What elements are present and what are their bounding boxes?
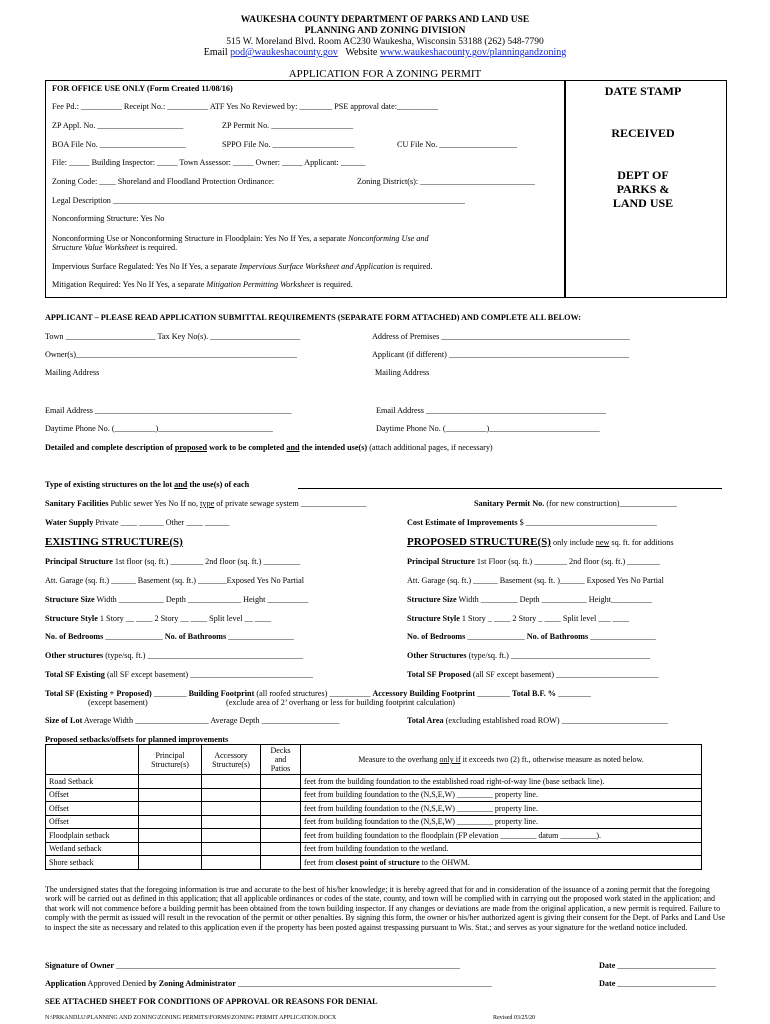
boa-file-no[interactable]: BOA File No. _____________________ bbox=[52, 140, 186, 149]
dept-line-3: LAND USE bbox=[612, 196, 674, 210]
owner-mailing-address[interactable]: Mailing Address bbox=[45, 368, 100, 377]
except-basement-note: (except basement) bbox=[88, 698, 148, 707]
legal-description[interactable]: Legal Description ______________________________________________________________________________________ bbox=[52, 196, 465, 205]
existing-garage[interactable]: Att. Garage (sq. ft.) ______ Basement (sq. ft.) _______Exposed Yes No Partial bbox=[45, 576, 305, 585]
work-description-label: Detailed and complete description of proposed work to be completed and the intended use(s) (attach additional pages, if necessary) bbox=[45, 443, 493, 452]
dept-line-1: DEPT OF bbox=[617, 168, 669, 182]
website-link[interactable]: www.waukeshacounty.gov/planningandzoning bbox=[379, 47, 567, 58]
agency-address: 515 W. Moreland Blvd. Room AC230 Waukesha, Wisconsin 53188 (262) 548-7790 bbox=[226, 37, 544, 47]
form-title: APPLICATION FOR A ZONING PERMIT bbox=[288, 68, 482, 80]
zp-permit-no[interactable]: ZP Permit No. ____________________ bbox=[222, 121, 354, 130]
setback-header-blank bbox=[46, 745, 139, 775]
office-fee-line: Fee Pd.: __________ Receipt No.: __________ ATF Yes No Reviewed by: ________ PSE approval date:__________ bbox=[52, 102, 438, 111]
agency-name: WAUKESHA COUNTY DEPARTMENT OF PARKS AND LAND USE bbox=[240, 15, 530, 25]
lot-size[interactable]: Size of Lot Average Width __________________ Average Depth ___________________ bbox=[45, 716, 340, 725]
existing-structures-label: Type of existing structures on the lot and the use(s) of each bbox=[45, 480, 250, 489]
address-of-premises[interactable]: Address of Premises ______________________________________________ bbox=[372, 332, 630, 341]
setback-row: Floodplain setback feet from building foundation to the floodplain (FP elevation _________ datum _________). bbox=[46, 829, 702, 843]
water-supply: Water Supply Private ____ ______ Other ____ ______ bbox=[45, 518, 230, 527]
col-principal: Principal Structure(s) bbox=[139, 745, 202, 775]
col-accessory: Accessory Structure(s) bbox=[202, 745, 261, 775]
existing-style[interactable]: Structure Style 1 Story __ ____ 2 Story __ ____ Split level __ ____ bbox=[45, 614, 272, 623]
town-tax-key[interactable]: Town ______________________ Tax Key No(s). ______________________ bbox=[45, 332, 301, 341]
proposed-size[interactable]: Structure Size Width _________ Depth ___________ Height__________ bbox=[407, 595, 652, 604]
proposed-garage[interactable]: Att. Garage (sq. ft.) ______ Basement (sq. ft. )______ Exposed Yes No Partial bbox=[407, 576, 664, 585]
applicant-email[interactable]: Email Address ____________________________________________ bbox=[376, 406, 607, 415]
file-path: N:\PRKANDLU\PLANNING AND ZONING\ZONING PERMITS\FORMS\ZONING PERMIT APPLICATION.DOCX bbox=[45, 1015, 337, 1021]
contact-line bbox=[0, 47, 770, 58]
proposed-principal[interactable]: Principal Structure 1st Floor (sq. ft.) ________ 2nd floor (sq. ft.) ________ bbox=[407, 557, 660, 566]
division-name: PLANNING AND ZONING DIVISION bbox=[304, 26, 466, 36]
zoning-district[interactable]: Zoning District(s): ____________________________ bbox=[357, 177, 535, 186]
proposed-bed-bath[interactable]: No. of Bedrooms ______________ No. of Bathrooms ________________ bbox=[407, 632, 656, 641]
sanitary-facilities: Sanitary Facilities Public sewer Yes No If no, type of private sewage system ________________ bbox=[45, 499, 367, 508]
conditions-note: SEE ATTACHED SHEET FOR CONDITIONS OF APPROVAL OR REASONS FOR DENIAL bbox=[45, 997, 378, 1006]
dept-line-2: PARKS & bbox=[616, 182, 670, 196]
proposed-structure-heading: PROPOSED STRUCTURE(S) only include new sq. ft. for additions bbox=[407, 536, 674, 548]
measure-note: Measure to the overhang only if it exceeds two (2) ft., otherwise measure as noted below. bbox=[301, 745, 702, 775]
approval-line[interactable]: Application Approved Denied by Zoning Administrator ______________________________________________________________ bbox=[45, 979, 492, 988]
col-decks: Decks and Patios bbox=[261, 745, 301, 775]
zp-appl-no[interactable]: ZP Appl. No. _____________________ bbox=[52, 121, 184, 130]
revised-date: Revised 03/25/20 bbox=[493, 1015, 536, 1021]
applicant-field[interactable]: Applicant (if different) ____________________________________________ bbox=[372, 350, 630, 359]
website-label: Website bbox=[345, 47, 378, 58]
setback-row: Offset feet from building foundation to the (N,S,E,W) _________ property line. bbox=[46, 788, 702, 802]
certification-statement: The undersigned states that the foregoing information is true and accurate to the best of his/her knowledge; it is hereby agreed that for and in consideration of the issuance of a zoning permit that the foregoing work will be carried out as defined in this application; that all applicable ordinances or codes of the state, county, and town will be complied with in carrying out the proposed work stated in the application; and that work will not commence before a building permit has been obtained from the town building inspector. If any changes or deviations are made from the original application, a new permit is required. Failure to comply with the permit as issued will result in the revocation of the permit or other penalties. By signing this form, the owner or his/her authorized agent is giving their consent for the Dept. of Parks and Land Use to inspect the site as necessary and related to this application even if the property has been posted against trespassing pursuant to Wis. Stat.; and serves as your signature for the wetland notice included. bbox=[45, 885, 726, 932]
proposed-total-sf[interactable]: Total SF Proposed (all SF except basement) _________________________ bbox=[407, 670, 659, 679]
email-link[interactable]: pod@waukeshacounty.gov bbox=[230, 47, 338, 58]
setback-row-shore: Shore setback feet from closest point of structure to the OHWM. bbox=[46, 856, 702, 870]
impervious-surface: Impervious Surface Regulated: Yes No If Yes, a separate Impervious Surface Worksheet and Application is required. bbox=[52, 262, 433, 271]
setback-row: Offset feet from building foundation to the (N,S,E,W) _________ property line. bbox=[46, 802, 702, 816]
zoning-code-line: Zoning Code: ____ Shoreland and Floodland Protection Ordinance: bbox=[52, 177, 275, 186]
existing-other[interactable]: Other structures (type/sq. ft.) ______________________________________ bbox=[45, 651, 304, 660]
owner-signature-date[interactable]: Date ________________________ bbox=[599, 961, 716, 970]
existing-structures-line[interactable] bbox=[298, 488, 722, 489]
office-use-heading: FOR OFFICE USE ONLY (Form Created 11/08/16) bbox=[52, 84, 233, 93]
setbacks-table bbox=[45, 744, 702, 870]
received-stamp: RECEIVED bbox=[611, 126, 675, 140]
sanitary-permit-no[interactable]: Sanitary Permit No. (for new construction)______________ bbox=[474, 499, 677, 508]
setback-row: Offset feet from building foundation to the (N,S,E,W) _________ property line. bbox=[46, 815, 702, 829]
nonconforming-use-cont: Structure Value Worksheet is required. bbox=[52, 243, 178, 252]
date-stamp-title: DATE STAMP bbox=[604, 84, 682, 98]
existing-size[interactable]: Structure Size Width ___________ Depth _____________ Height __________ bbox=[45, 595, 309, 604]
cu-file-no[interactable]: CU File No. ___________________ bbox=[397, 140, 518, 149]
owner-signature[interactable]: Signature of Owner ____________________________________________________________________________________ bbox=[45, 961, 460, 970]
setback-row: Road Setback feet from the building foundation to the established road right-of-way line (base setback line). bbox=[46, 775, 702, 789]
proposed-style[interactable]: Structure Style 1 Story _ ____ 2 Story _ ____ Split level ___ ____ bbox=[407, 614, 630, 623]
owners-field[interactable]: Owner(s)______________________________________________________ bbox=[45, 350, 297, 359]
owner-email[interactable]: Email Address ________________________________________________ bbox=[45, 406, 292, 415]
mitigation-required: Mitigation Required: Yes No If Yes, a separate Mitigation Permitting Worksheet is required. bbox=[52, 280, 353, 289]
existing-total-sf[interactable]: Total SF Existing (all SF except basement) ______________________________ bbox=[45, 670, 313, 679]
setbacks-heading: Proposed setbacks/offsets for planned improvements bbox=[45, 735, 229, 744]
existing-principal[interactable]: Principal Structure 1st floor (sq. ft.) ________ 2nd floor (sq. ft.) _________ bbox=[45, 557, 301, 566]
existing-bed-bath[interactable]: No. of Bedrooms ______________ No. of Bathrooms ________________ bbox=[45, 632, 294, 641]
applicant-heading: APPLICANT – PLEASE READ APPLICATION SUBMITTAL REQUIREMENTS (SEPARATE FORM ATTACHED) AND COMPLETE ALL BELOW: bbox=[45, 313, 581, 322]
owner-phone[interactable]: Daytime Phone No. (__________)____________________________ bbox=[45, 424, 273, 433]
email-label: Email bbox=[203, 47, 228, 58]
applicant-phone[interactable]: Daytime Phone No. (__________)___________________________ bbox=[376, 424, 600, 433]
existing-structure-heading: EXISTING STRUCTURE(S) bbox=[45, 536, 183, 548]
cost-estimate[interactable]: Cost Estimate of Improvements $ ________________________________ bbox=[407, 518, 657, 527]
proposed-other[interactable]: Other Structures (type/sq. ft.) __________________________________ bbox=[407, 651, 651, 660]
total-area[interactable]: Total Area (excluding established road ROW) __________________________ bbox=[407, 716, 669, 725]
office-file-line: File: _____ Building Inspector: _____ Town Assessor: _____ Owner: _____ Applicant: ______ bbox=[52, 158, 366, 167]
nonconforming-structure: Nonconforming Structure: Yes No bbox=[52, 214, 165, 223]
setback-row: Wetland setback feet from building foundation to the wetland. bbox=[46, 842, 702, 856]
totals-line[interactable]: Total SF (Existing + Proposed) ________ Building Footprint (all roofed structures) __________ Accessory Building Footprint ________ Total B.F. % ________ bbox=[45, 689, 591, 698]
nonconforming-use: Nonconforming Use or Nonconforming Structure in Floodplain: Yes No If Yes, a separate Nonconforming Use and bbox=[52, 234, 429, 243]
applicant-mailing-address[interactable]: Mailing Address bbox=[375, 368, 430, 377]
sppo-file-no[interactable]: SPPO File No. ____________________ bbox=[222, 140, 355, 149]
approval-date[interactable]: Date ________________________ bbox=[599, 979, 716, 988]
footprint-note: (exclude area of 2’ overhang or less for building footprint calculation) bbox=[226, 698, 456, 707]
